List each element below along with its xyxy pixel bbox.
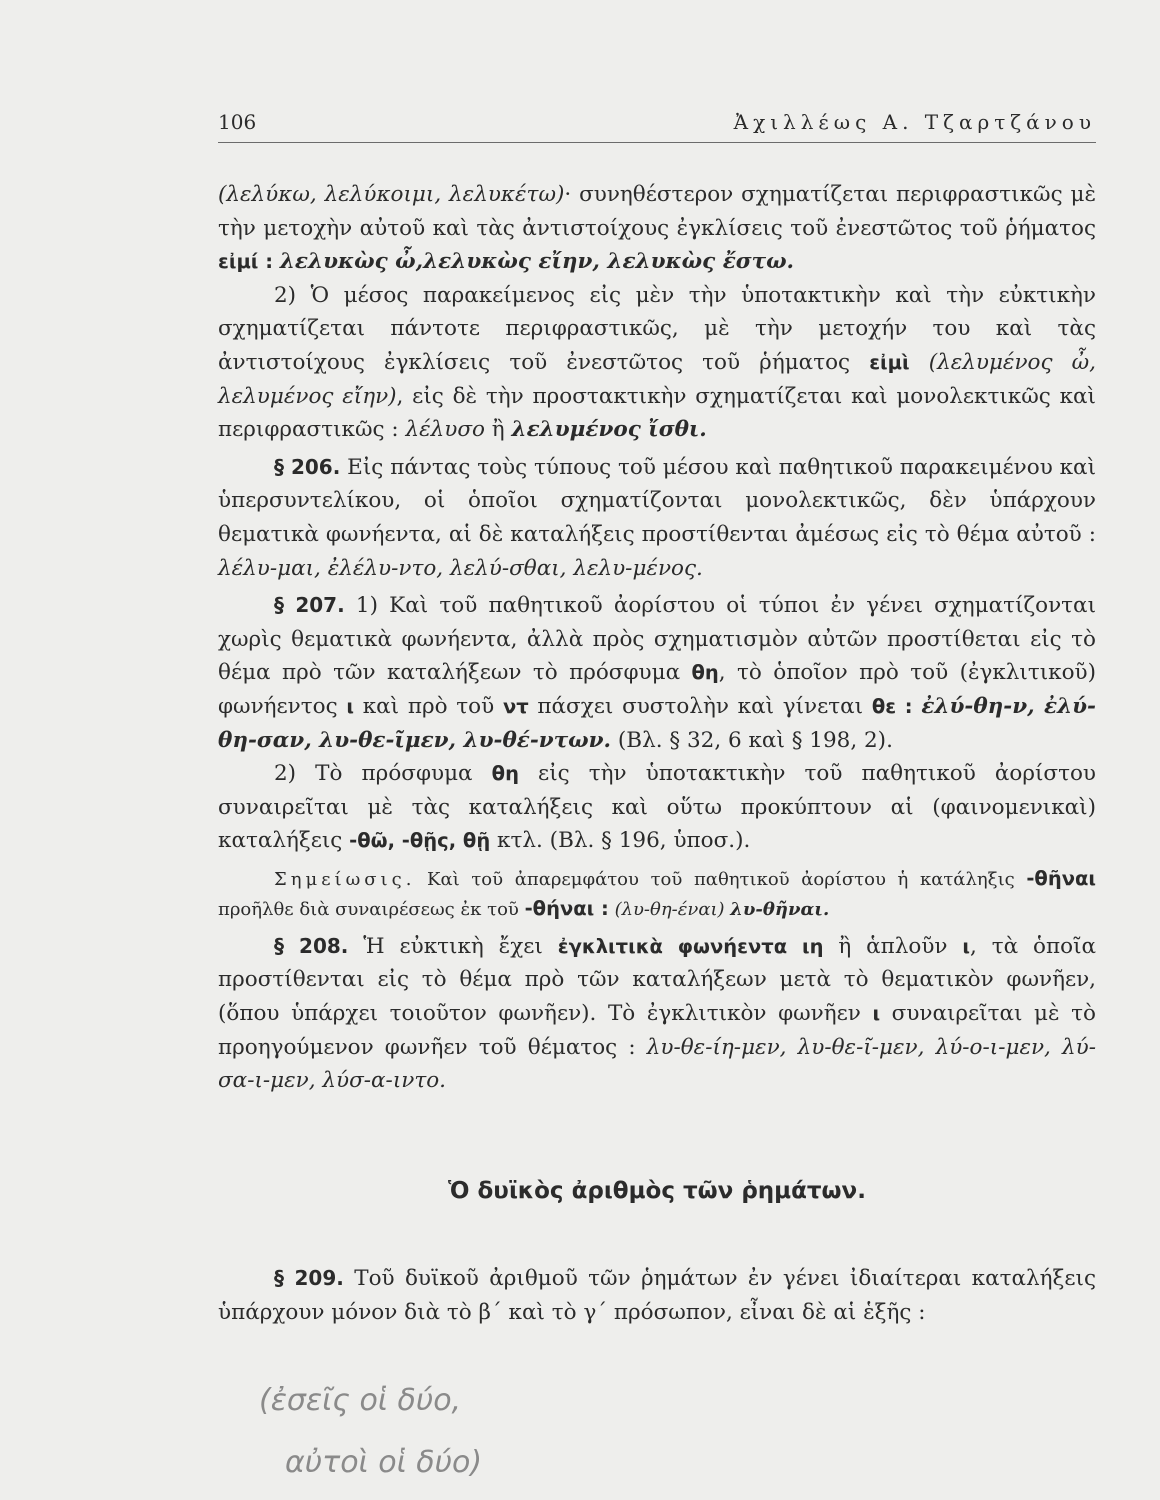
running-head: Ἀχιλλέως Α. Τζαρτζάνου: [733, 110, 1096, 134]
handwriting-line-2: αὐτοὶ οἱ δύο): [285, 1445, 483, 1480]
section-number: § 206.: [274, 454, 341, 479]
main-text-continued: [218, 1262, 1096, 1329]
main-text: [218, 178, 1096, 1098]
paragraph-perfect-forms: (λελύκω, λελύκοιμι, λελυκέτω)· συνηθέστερον σχηματίζεται περιφραστικῶς μὲ τὴν μετοχὴν αὐτοῦ καὶ τὰς ἀντιστοίχους ἐγκλίσεις τοῦ ἐνεστῶτος τοῦ ῥήματος εἰμί : λελυκὼς ὦ,λελυκὼς εἴην, λελυκὼς ἔστω.: [218, 182, 1097, 275]
paragraph-206: § 206. Εἰς πάντας τοὺς τύπους τοῦ μέσου καὶ παθητικοῦ παρακειμένου καὶ ὑπερσυντελίκου, οἱ ὁποῖοι σχηματίζονται μονολεκτικῶς, δὲν ὑπάρχουν θεματικὰ φωνήεντα, αἱ δὲ καταλήξεις προστίθενται ἀμέσως εἰς τὸ θέμα αὐτοῦ : λέλυ-μαι, ἐλέλυ-ντο, λελύ-σθαι, λελυ-μένος.: [218, 454, 1096, 581]
note-paragraph: Σημείωσις. Καὶ τοῦ ἀπαρεμφάτου τοῦ παθητικοῦ ἀορίστου ἡ κατάληξις -θῆναι προῆλθε διὰ συναιρέσεως ἐκ τοῦ -θήναι : (λυ-θη-έναι) λυ-θῆναι.: [218, 866, 1096, 920]
section-number: § 207.: [274, 593, 345, 618]
note-label: Σημείωσις.: [274, 868, 416, 890]
handwriting-line-1: (ἐσεῖς οἱ δύο,: [259, 1383, 462, 1418]
handwritten-annotation: [255, 1372, 565, 1492]
paragraph-209: § 209. Τοῦ δυϊκοῦ ἀριθμοῦ τῶν ῥημάτων ἐν γένει ἰδιαίτεραι καταλήξεις ὑπάρχουν μόνον διὰ τὸ β΄ καὶ τὸ γ΄ πρόσωπον, εἶναι δὲ αἱ ἑξῆς :: [218, 1266, 1096, 1325]
section-number: § 209.: [274, 1266, 344, 1290]
page-number: 106: [218, 110, 257, 134]
section-heading: Ὁ δυϊκὸς ἀριθμὸς τῶν ῥημάτων.: [448, 1178, 866, 1204]
paragraph-middle-perfect: 2) Ὁ μέσος παρακείμενος εἰς μὲν τὴν ὑποτακτικὴν καὶ τὴν εὐκτικὴν σχηματίζεται πάντοτε περιφραστικῶς, μὲ τὴν μετοχήν του καὶ τὰς ἀντιστοίχους ἐγκλίσεις τοῦ ἐνεστῶτος τοῦ ῥήματος εἰμὶ (λελυμένος ὦ, λελυμένος εἴην), εἰς δὲ τὴν προστακτικὴν σχηματίζεται καὶ μονολεκτικῶς καὶ περιφραστικῶς : λέλυσο ἢ λελυμένος ἴσθι.: [218, 282, 1096, 443]
paragraph-207-2: 2) Τὸ πρόσφυμα θη εἰς τὴν ὑποτακτικὴν τοῦ παθητικοῦ ἀορίστου συναιρεῖται μὲ τὰς καταλήξεις καὶ οὕτω προκύπτουν αἱ (φαινομενικαὶ) καταλήξεις -θῶ, -θῇς, θῇ κτλ. (Βλ. § 196, ὑποσ.).: [218, 761, 1096, 854]
paragraph-207: § 207. 1) Καὶ τοῦ παθητικοῦ ἀορίστου οἱ τύποι ἐν γένει σχηματίζονται χωρὶς θεματικὰ φωνήεντα, ἀλλὰ πρὸς σχηματισμὸν αὐτῶν προστίθεται εἰς τὸ θέμα πρὸ τῶν καταλήξεων τὸ πρόσφυμα θη, τὸ ὁποῖον πρὸ τοῦ (ἐγκλιτικοῦ) φωνήεντος ι καὶ πρὸ τοῦ ντ πάσχει συστολὴν καὶ γίνεται θε : ἐλύ-θη-ν, ἐλύ-θη-σαν, λυ-θε-ῖμεν, λυ-θέ-ντων. (Βλ. § 32, 6 καὶ § 198, 2).: [218, 593, 1097, 753]
page-header: [218, 108, 1096, 143]
section-number: § 208.: [274, 933, 349, 958]
paragraph-208: § 208. Ἡ εὐκτικὴ ἔχει ἐγκλιτικὰ φωνήεντα ιη ἢ ἁπλοῦν ι, τὰ ὁποῖα προστίθενται εἰς τὸ θέμα πρὸ τῶν καταλήξεων μετὰ τὸ θεματικὸν φωνῆεν, (ὅπου ὑπάρχει τοιοῦτον φωνῆεν). Τὸ ἐγκλιτικὸν φωνῆεν ι συναιρεῖται μὲ τὸ προηγούμενον φωνῆεν τοῦ θέματος : λυ-θε-ίη-μεν, λυ-θε-ῖ-μεν, λύ-ο-ι-μεν, λύ-σα-ι-μεν, λύσ-α-ιντο.: [218, 933, 1097, 1094]
